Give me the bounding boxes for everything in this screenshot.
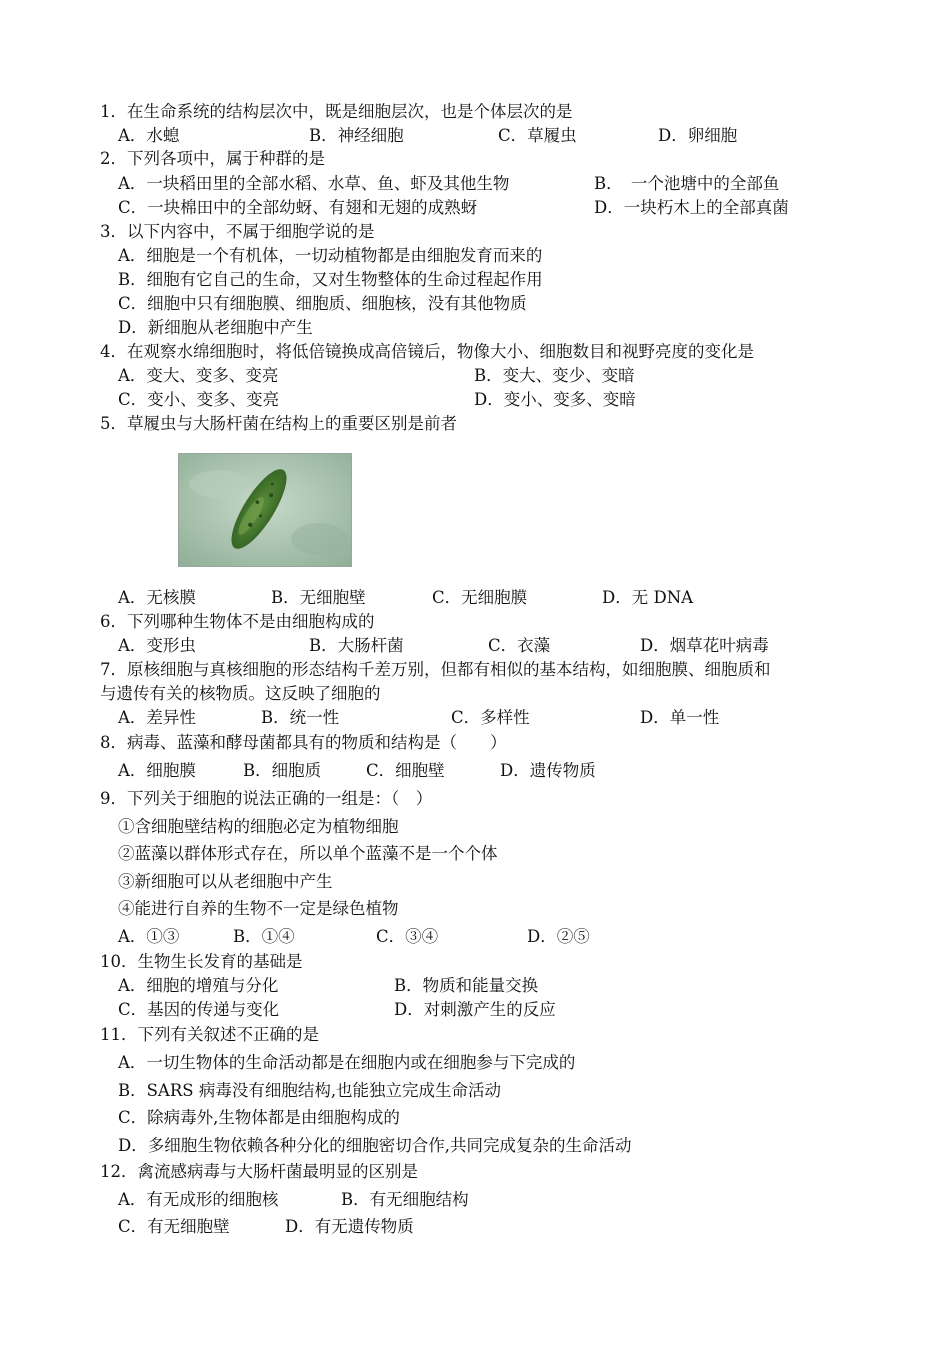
q7-option-c: C．多样性: [451, 708, 530, 727]
q12-option-a: A．有无成形的细胞核: [118, 1190, 279, 1209]
q6-option-d: D．烟草花叶病毒: [640, 636, 769, 655]
q4-option-d: D．变小、变多、变暗: [474, 390, 636, 409]
q11-option-a: A．一切生物体的生命活动都是在细胞内或在细胞参与下完成的: [118, 1053, 576, 1072]
q1-option-c: C．草履虫: [498, 126, 577, 145]
q10-option-b: B．物质和能量交换: [394, 976, 539, 995]
q9-option-c: C．③④: [376, 927, 439, 946]
q11-option-d: D．多细胞生物依赖各种分化的细胞密切合作,共同完成复杂的生命活动: [118, 1136, 632, 1155]
q3-option-a: A．细胞是一个有机体，一切动植物都是由细胞发育而来的: [118, 246, 543, 265]
q7-option-b: B．统一性: [261, 708, 340, 727]
q8-option-c: C．细胞壁: [366, 761, 445, 780]
question-2-stem: 2．下列各项中，属于种群的是: [100, 149, 325, 168]
question-7-stem: 7．原核细胞与真核细胞的形态结构千差万别，但都有相似的基本结构，如细胞膜、细胞质和: [100, 660, 771, 679]
q3-option-d: D．新细胞从老细胞中产生: [118, 318, 313, 337]
question-9-stem: 9．下列关于细胞的说法正确的一组是：（ ）: [100, 789, 433, 808]
q2-option-c: C．一块棉田中的全部幼蚜、有翅和无翅的成熟蚜: [118, 198, 478, 217]
q10-option-a: A．细胞的增殖与分化: [118, 976, 279, 995]
q1-option-b: B．神经细胞: [309, 126, 404, 145]
q5-option-d: D．无 DNA: [602, 588, 694, 607]
q12-option-c: C．有无细胞壁: [118, 1217, 230, 1236]
question-8-stem: 8．病毒、蓝藻和酵母菌都具有的物质和结构是（ ）: [100, 733, 507, 752]
q5-option-b: B．无细胞壁: [271, 588, 366, 607]
question-1-stem: 1．在生命系统的结构层次中，既是细胞层次，也是个体层次的是: [100, 102, 573, 121]
q11-option-b: B．SARS 病毒没有细胞结构,也能独立完成生命活动: [118, 1081, 502, 1100]
question-5-stem: 5．草履虫与大肠杆菌在结构上的重要区别是前者: [100, 414, 457, 433]
q6-option-b: B．大肠杆菌: [309, 636, 404, 655]
q7-option-d: D．单一性: [640, 708, 720, 727]
q8-option-b: B．细胞质: [243, 761, 322, 780]
paramecium-micrograph: [178, 453, 352, 567]
q8-option-d: D．遗传物质: [500, 761, 596, 780]
q4-option-b: B．变大、变少、变暗: [474, 366, 635, 385]
q5-option-a: A．无核膜: [118, 588, 196, 607]
q7-option-a: A．差异性: [118, 708, 196, 727]
question-6-stem: 6．下列哪种生物体不是由细胞构成的: [100, 612, 375, 631]
q12-option-b: B．有无细胞结构: [341, 1190, 469, 1209]
q6-option-c: C．衣藻: [488, 636, 551, 655]
q9-option-b: B．①④: [233, 927, 295, 946]
q9-option-d: D．②⑤: [527, 927, 590, 946]
q1-option-a: A．水螅: [118, 126, 180, 145]
q3-option-b: B．细胞有它自己的生命，又对生物整体的生命过程起作用: [118, 270, 543, 289]
q2-option-d: D．一块朽木上的全部真菌: [594, 198, 789, 217]
q8-option-a: A．细胞膜: [118, 761, 196, 780]
q2-option-a: A．一块稻田里的全部水稻、水草、鱼、虾及其他生物: [118, 174, 510, 193]
q2-option-b: B． 一个池塘中的全部鱼: [594, 174, 780, 193]
q9-statement-3: ③新细胞可以从老细胞中产生: [118, 872, 333, 891]
question-4-stem: 4．在观察水绵细胞时，将低倍镜换成高倍镜后，物像大小、细胞数目和视野亮度的变化是: [100, 342, 754, 361]
q12-option-d: D．有无遗传物质: [285, 1217, 414, 1236]
q9-statement-2: ②蓝藻以群体形式存在，所以单个蓝藻不是一个个体: [118, 844, 498, 863]
q10-option-d: D．对刺激产生的反应: [394, 1000, 556, 1019]
q9-statement-4: ④能进行自养的生物不一定是绿色植物: [118, 899, 399, 918]
question-11-stem: 11．下列有关叙述不正确的是: [100, 1025, 319, 1044]
paramecium-image: [179, 454, 351, 566]
question-10-stem: 10．生物生长发育的基础是: [100, 952, 303, 971]
q4-option-a: A．变大、变多、变亮: [118, 366, 279, 385]
q4-option-c: C．变小、变多、变亮: [118, 390, 280, 409]
q6-option-a: A．变形虫: [118, 636, 196, 655]
question-3-stem: 3．以下内容中，不属于细胞学说的是: [100, 222, 375, 241]
q3-option-c: C．细胞中只有细胞膜、细胞质、细胞核，没有其他物质: [118, 294, 527, 313]
q9-statement-1: ①含细胞壁结构的细胞必定为植物细胞: [118, 817, 399, 836]
q10-option-c: C．基因的传递与变化: [118, 1000, 280, 1019]
question-12-stem: 12．禽流感病毒与大肠杆菌最明显的区别是: [100, 1162, 418, 1181]
q9-option-a: A．①③: [118, 927, 180, 946]
q1-option-d: D．卵细胞: [658, 126, 738, 145]
q11-option-c: C．除病毒外,生物体都是由细胞构成的: [118, 1108, 400, 1127]
question-7-stem-continued: 与遗传有关的核物质。这反映了细胞的: [100, 684, 381, 703]
q5-option-c: C．无细胞膜: [432, 588, 528, 607]
